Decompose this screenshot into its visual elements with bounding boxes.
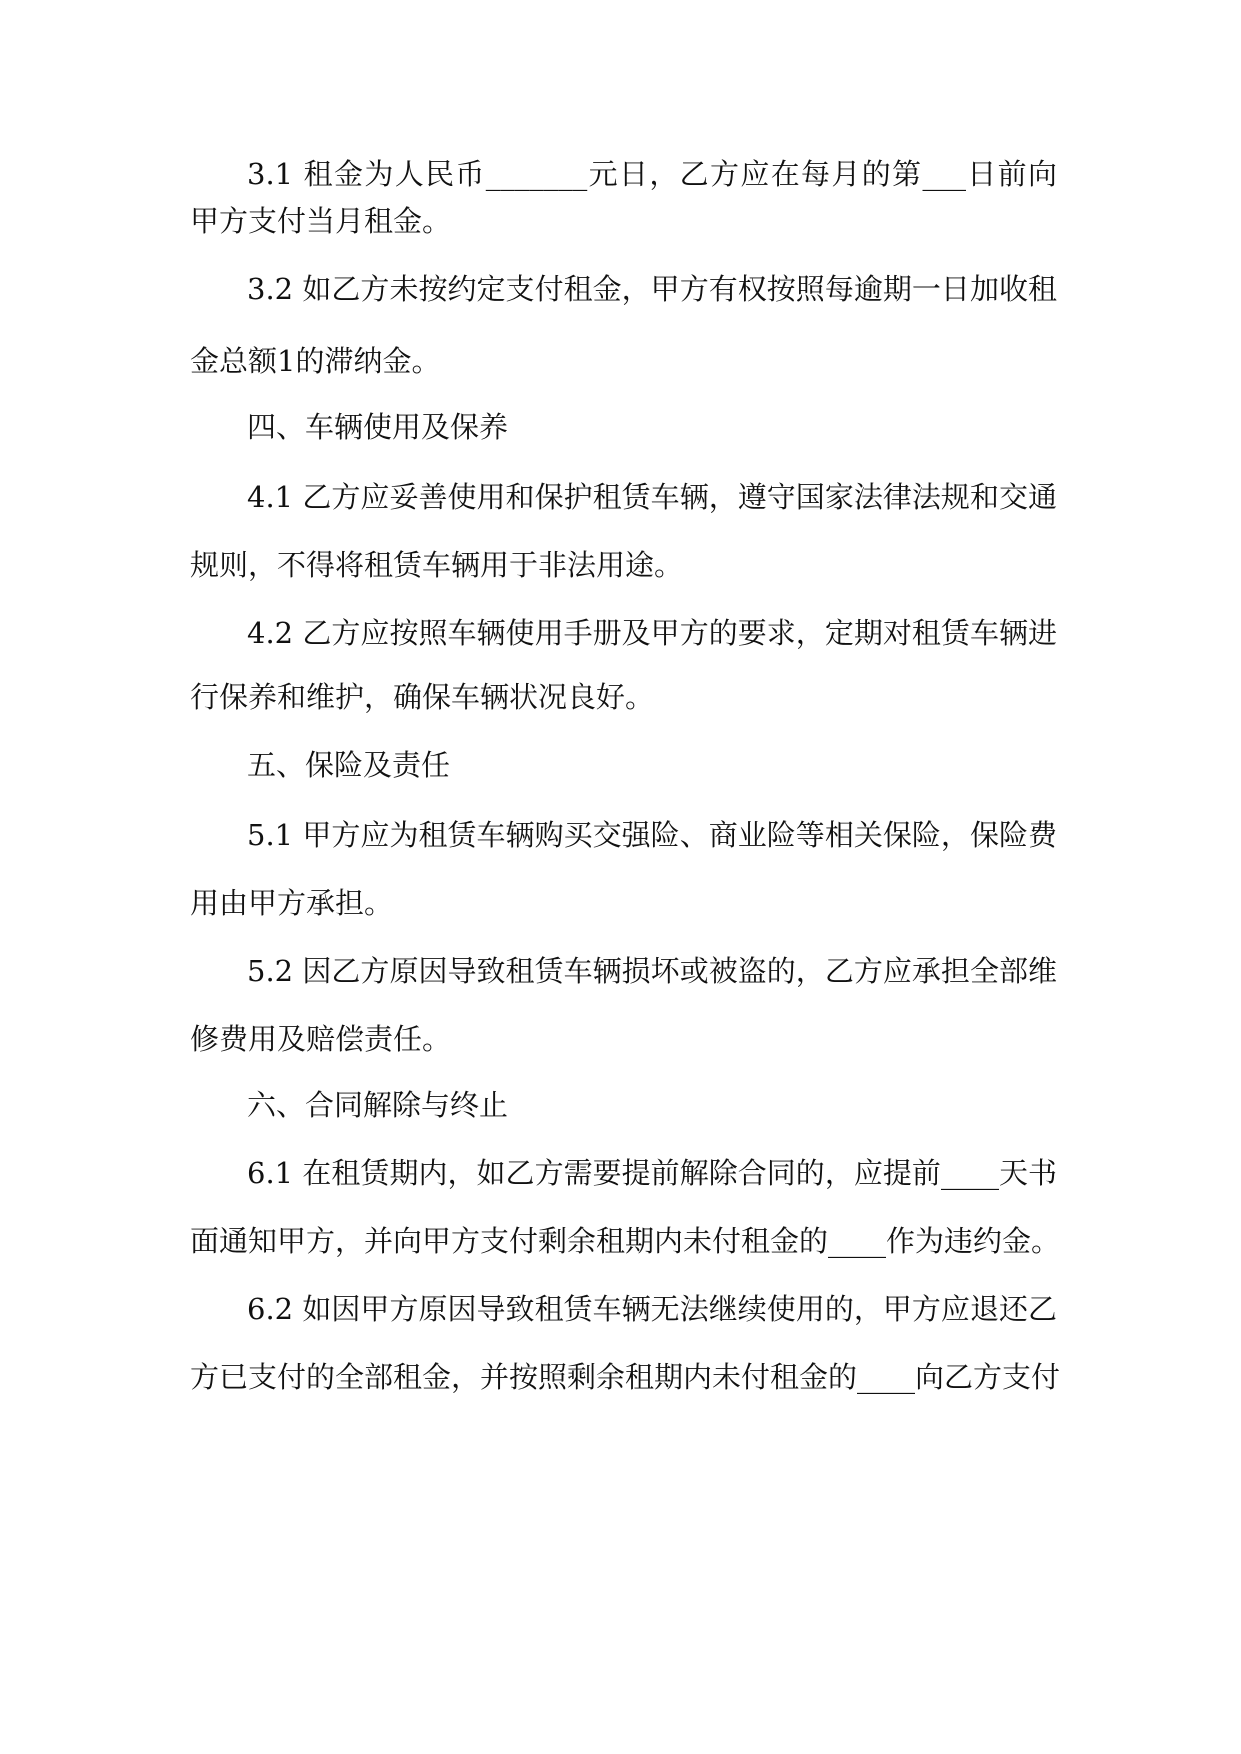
clause-3-2-line-2: 金总额1的滞纳金。	[190, 344, 441, 378]
section-5-heading: 五、保险及责任	[247, 748, 451, 782]
clause-6-1-line-1: 6.1 在租赁期内，如乙方需要提前解除合同的，应提前____天书	[247, 1156, 1057, 1190]
clause-5-1-line-2: 用由甲方承担。	[190, 886, 394, 920]
section-4-heading: 四、车辆使用及保养	[247, 410, 509, 444]
clause-5-1-line-1: 5.1 甲方应为租赁车辆购买交强险、商业险等相关保险，保险费	[247, 818, 1057, 852]
clause-6-2-line-1: 6.2 如因甲方原因导致租赁车辆无法继续使用的，甲方应退还乙	[247, 1292, 1057, 1326]
clause-5-2-line-2: 修费用及赔偿责任。	[190, 1022, 452, 1056]
clause-4-2-line-2: 行保养和维护，确保车辆状况良好。	[190, 680, 655, 714]
section-6-heading: 六、合同解除与终止	[247, 1088, 509, 1122]
clause-4-2-line-1: 4.2 乙方应按照车辆使用手册及甲方的要求，定期对租赁车辆进	[247, 616, 1057, 650]
clause-6-2-line-2: 方已支付的全部租金，并按照剩余租期内未付租金的____向乙方支付	[190, 1360, 1061, 1394]
clause-3-1-line-2: 甲方支付当月租金。	[190, 204, 452, 238]
clause-3-2-line-1: 3.2 如乙方未按约定支付租金，甲方有权按照每逾期一日加收租	[247, 272, 1057, 306]
clause-6-1-line-2: 面通知甲方，并向甲方支付剩余租期内未付租金的____作为违约金。	[190, 1224, 1061, 1258]
clause-5-2-line-1: 5.2 因乙方原因导致租赁车辆损坏或被盗的，乙方应承担全部维	[247, 954, 1057, 988]
clause-4-1-line-2: 规则，不得将租赁车辆用于非法用途。	[190, 548, 684, 582]
clause-4-1-line-1: 4.1 乙方应妥善使用和保护租赁车辆，遵守国家法律法规和交通	[247, 480, 1057, 514]
clause-3-1-line-1: 3.1 租金为人民币_______元日，乙方应在每月的第___日前向	[247, 157, 1057, 191]
